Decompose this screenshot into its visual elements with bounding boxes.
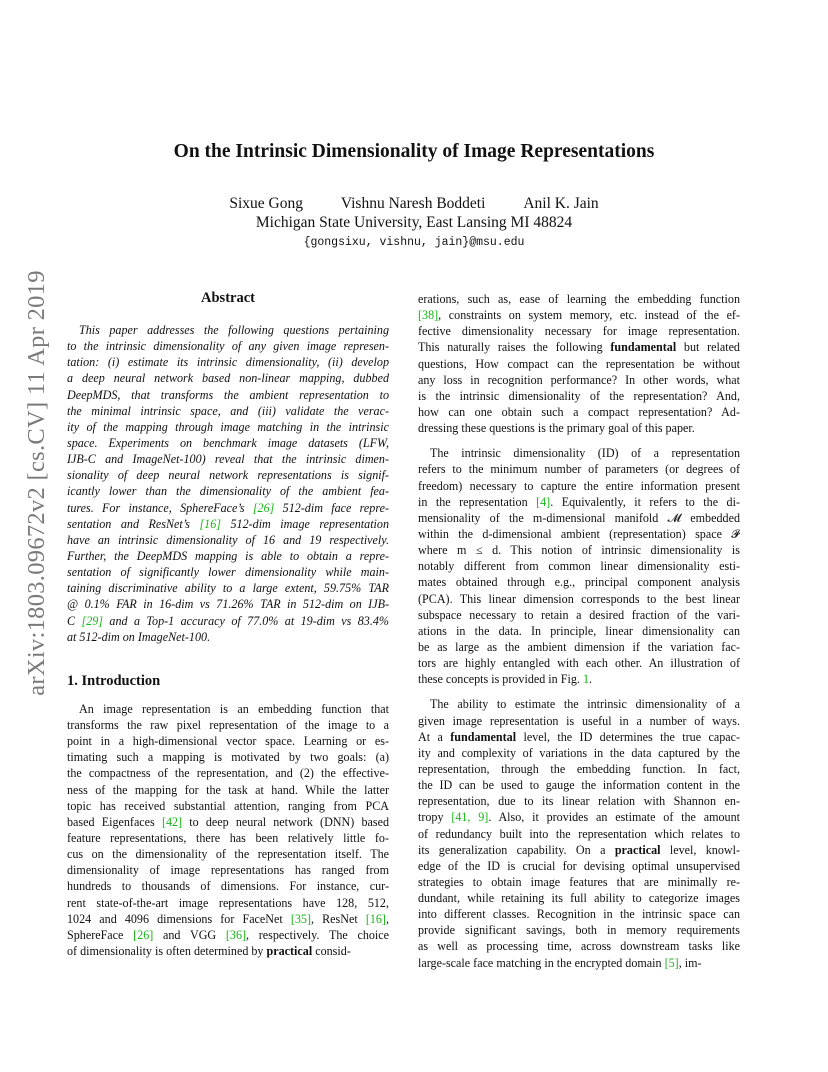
citation-link[interactable]: [38] [418, 308, 439, 323]
paper-title: On the Intrinsic Dimensionality of Image Representations [173, 141, 655, 162]
text-line: strategies to obtain image features that are minimally re- [418, 874, 740, 889]
paragraph [418, 445, 740, 687]
text-line: large-scale face matching in the encrypted domain [5], im- [418, 955, 702, 970]
text-line: given image representation is useful in a number of ways. [418, 713, 740, 728]
paragraph [418, 696, 740, 970]
text-line: its generalization capability. On a practical level, knowl- [418, 842, 740, 857]
text-line: The intrinsic dimensionality (ID) of a representation [430, 446, 740, 461]
text-line: erations, such as, ease of learning the embedding function [418, 292, 740, 306]
text-line: notably different from common linear dimensionality esti- [418, 559, 740, 574]
text-line: icantly lower than the dimensionality of the ambient fea- [67, 484, 389, 499]
text-line: transforms the raw pixel representation of the image to a [67, 717, 389, 732]
text-line: ity and complexity of variations in the data captured by the [418, 745, 740, 760]
text-line: ity of the mapping through image matching in the intrinsic [67, 419, 389, 434]
text-line: any loss in recognition performance? In other words, what [418, 372, 740, 387]
introduction-heading: 1. Introduction [67, 672, 161, 689]
text-line: point in a high-dimensional vector space. Learning or es- [67, 734, 389, 749]
text-line: where m ≤ d. This notion of intrinsic dimensionality is [418, 543, 740, 558]
text-line: of redundancy built into the representation which relates to [418, 826, 740, 841]
text-line: taining discriminative ability to a large extent, 59.75% TAR [67, 581, 389, 596]
text-line: cus on the dimensionality of the representation itself. The [67, 847, 389, 862]
text-line: the minimal intrinsic space, and (iii) validate the verac- [67, 403, 389, 418]
text-line: 1024 and 4096 dimensions for FaceNet [35], ResNet [16], [67, 911, 389, 926]
citation-link[interactable]: [36] [225, 927, 247, 942]
author-name: Sixue Gong [229, 195, 303, 212]
introduction-body [67, 701, 389, 959]
text-line: sentation and ResNet’s [16] 512-dim image representation [67, 516, 389, 531]
text-line: hundreds to thousands of dimensions. For instance, cur- [67, 879, 389, 894]
author-email: {gongsixu, vishnu, jain}@msu.edu [303, 236, 525, 249]
text-line: how can one obtain such a compact representation? Ad- [418, 404, 740, 419]
text-line: C [29] and a Top-1 accuracy of 77.0% at 19-dim vs 83.4% [67, 613, 389, 628]
text-line: dundant, while retaining its full ability to categorize images [418, 891, 740, 906]
figure-link[interactable]: 1 [582, 672, 589, 687]
text-line: tures. For instance, SphereFace’s [26] 512-dim face repre- [67, 500, 389, 515]
text-line: provide significant savings, both in memory requirements [418, 923, 740, 938]
text-line: Further, the DeepMDS mapping is able to obtain a repre- [67, 548, 389, 563]
text-line: ations in the data. In principle, linear dimensionality can [418, 623, 740, 638]
text-line: subspace necessary to retain a desired fraction of the vari- [418, 607, 740, 622]
text-line: these concepts is provided in Fig. 1. [418, 672, 593, 687]
author-name: Anil K. Jain [523, 195, 599, 212]
text-line: at 512-dim on ImageNet-100. [67, 629, 211, 644]
left-column [67, 288, 389, 959]
text-line: [38], constraints on system memory, etc. instead of the ef- [418, 308, 740, 323]
text-line: dressing these questions is the primary goal of this paper. [418, 421, 695, 436]
text-line: This naturally raises the following fundamental but related [418, 340, 740, 355]
citation-link[interactable]: [26] [252, 500, 275, 515]
text-line: (PCA). This linear dimension corresponds to the best linear [418, 591, 740, 606]
text-line: @ 0.1% FAR in 16-dim vs 71.26% TAR in 512-dim on IJB- [67, 597, 389, 612]
text-line: freedom) necessary to capture the entire information present [418, 478, 740, 493]
text-line: The ability to estimate the intrinsic dimensionality of a [430, 697, 740, 712]
text-line: IJB-C and ImageNet-100) reveal that the intrinsic dimen- [67, 452, 389, 467]
right-column [418, 291, 740, 971]
citation-link[interactable]: [5] [664, 955, 679, 970]
citation-link[interactable]: [35] [290, 911, 311, 926]
text-line: be as large as the ambient dimension if the variation fac- [418, 639, 740, 654]
text-line: space. Experiments on benchmark image datasets (LFW, [67, 435, 389, 450]
affiliation: Michigan State University, East Lansing MI 48824 [255, 214, 573, 231]
text-line: refers to the minimum number of parameters (or degrees of [418, 462, 740, 477]
citation-link[interactable]: [26] [133, 927, 154, 942]
text-line: timating such a mapping is motivated by two goals: (a) [67, 750, 389, 765]
text-line: rent state-of-the-art image representations have 128, 512, [67, 895, 389, 910]
text-line: a deep neural network based non-linear mapping, dubbed [67, 371, 389, 386]
text-line: questions, How compact can the representation be without [418, 356, 740, 371]
text-line: based Eigenfaces [42] to deep neural network (DNN) based [67, 814, 389, 829]
text-line: is the intrinsic dimensionality of the representation? And, [418, 388, 740, 403]
text-line: SphereFace [26] and VGG [36], respectively. The choice [67, 927, 389, 942]
text-line: within the d-dimensional ambient (representation) space 𝓟 [418, 526, 740, 541]
text-line: in the representation [4]. Equivalently, it refers to the di- [418, 494, 740, 509]
citation-link[interactable]: [41, 9] [451, 810, 489, 825]
arxiv-sidebar [20, 270, 54, 696]
text-line: the compactness of the representation, and (2) the effective- [67, 766, 389, 781]
abstract-body [67, 322, 389, 645]
text-line: of dimensionality is often determined by practical consid- [67, 943, 351, 958]
abstract-heading: Abstract [201, 290, 255, 306]
text-line: as well as processing time, across downstream tasks like [418, 939, 740, 954]
text-line: have an intrinsic dimensionality of 16 and 19 respectively. [67, 532, 389, 547]
text-line: tropy [41, 9]. Also, it provides an estimate of the amount [418, 810, 740, 825]
text-line: mates obtained through e.g., principal component analysis [418, 575, 740, 590]
text-line: dimensionality of image representations has ranged from [67, 863, 389, 878]
text-line: edge of the ID is crucial for devising optimal unsupervised [418, 858, 740, 873]
citation-link[interactable]: [4] [536, 494, 551, 509]
author-list [0, 195, 828, 213]
text-line: mensionality of the m-dimensional manifold 𝓜 embedded [418, 510, 740, 525]
citation-link[interactable]: [42] [161, 814, 183, 829]
arxiv-identifier: arXiv:1803.09672v2 [cs.CV] 11 Apr 2019 [23, 270, 50, 696]
text-line: fective dimensionality necessary for image representation. [418, 324, 740, 339]
citation-link[interactable]: [16] [365, 911, 386, 926]
text-line: tation: (i) estimate its intrinsic dimensionality, (ii) develop [67, 355, 389, 370]
citation-link[interactable]: [29] [81, 613, 103, 628]
text-line: sionality of deep neural network representations is signif- [67, 468, 389, 483]
text-line: tors are highly entangled with each other. An illustration of [418, 656, 740, 671]
text-line: representation, due to its linear relation with Shannon en- [418, 794, 740, 809]
text-line: ness of the mapping for the task at hand. While the latter [67, 782, 389, 797]
text-line: to the intrinsic dimensionality of any given image represen- [67, 339, 389, 354]
text-line: into different classes. Recognition in the intrinsic space can [418, 907, 740, 922]
paragraph [418, 291, 740, 436]
text-line: sentation of significantly lower dimensionality while main- [67, 565, 389, 580]
text-line: At a fundamental level, the ID determines the true capac- [418, 729, 740, 744]
text-line: An image representation is an embedding function that [79, 701, 389, 716]
text-line: representation, through the embedding function. In fact, [418, 761, 740, 776]
text-line: DeepMDS, that transforms the ambient representation to [67, 387, 389, 402]
text-line: This paper addresses the following questions pertaining [79, 323, 389, 337]
text-line: topic has received substantial attention, ranging from PCA [67, 798, 389, 813]
text-line: the ID can be used to gauge the information content in the [418, 778, 740, 793]
citation-link[interactable]: [16] [199, 516, 221, 531]
text-line: feature representations, there has been relatively little fo- [67, 830, 389, 845]
author-name: Vishnu Naresh Boddeti [340, 195, 486, 212]
